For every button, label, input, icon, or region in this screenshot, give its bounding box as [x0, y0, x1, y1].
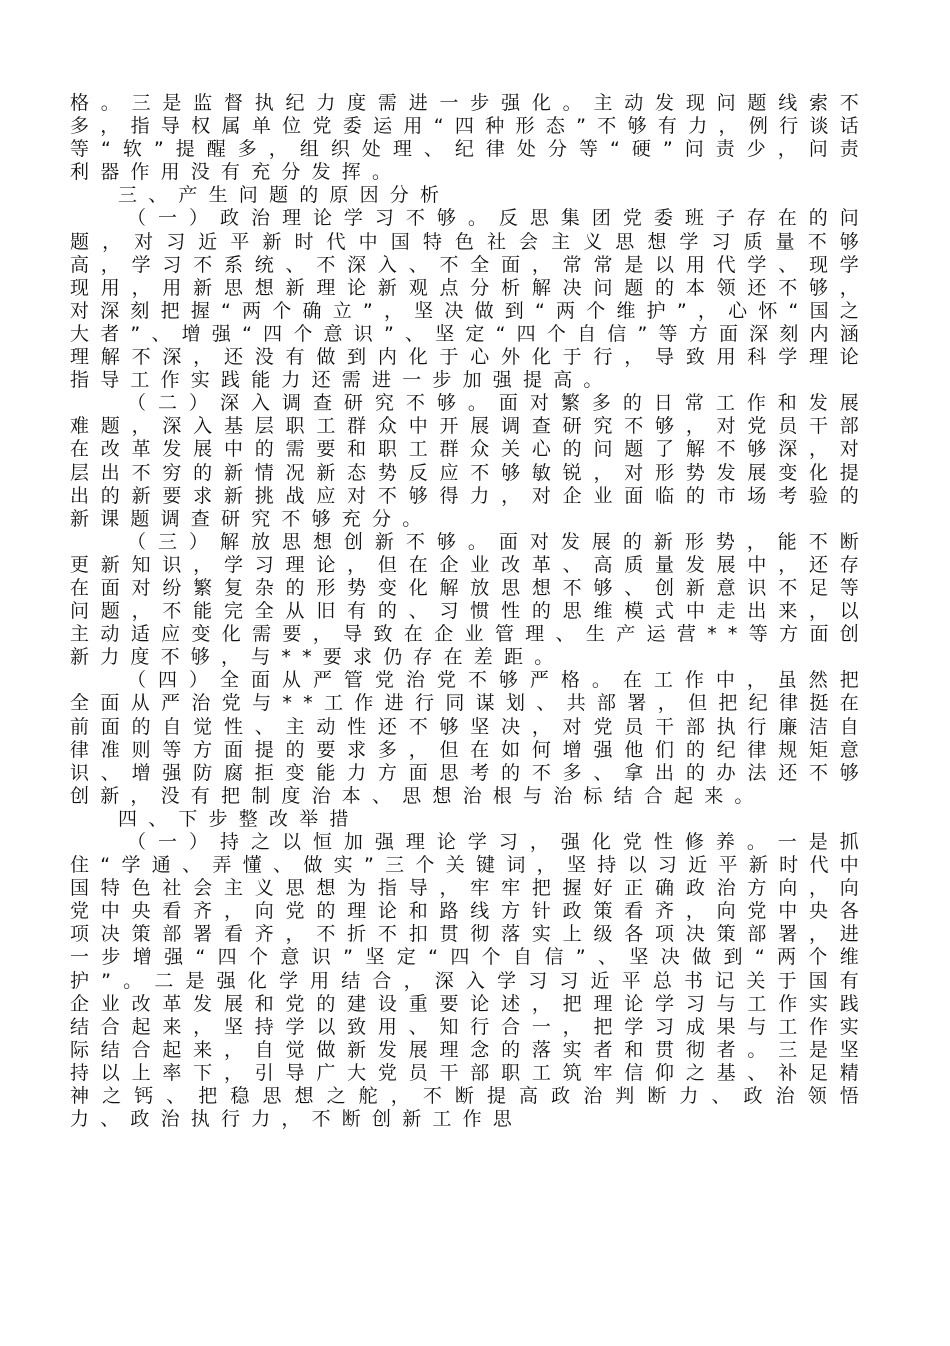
section-heading-causes: 三、产生问题的原因分析 [118, 184, 451, 207]
paragraph-cause-1: （一）政治理论学习不够。反思集团党委班子存在的问题，对习近平新时代中国特色社会主义思想学习质量不够高，学习不系统、不深入、不全面，常常是以用代学、现学现用，用新思想新理论新观点分析解决问题的本领还不够，对深刻把握“两个确立”，坚决做到“两个维护”，心怀“国之大者”、增强“四个意识”、坚定“四个自信”等方面深刻内涵理解不深，还没有做到内化于心外化于行，导致用科学理论指导工作实践能力还需进一步加强提高。 [70, 207, 870, 392]
paragraph-cause-2: （二）深入调查研究不够。面对繁多的日常工作和发展难题，深入基层职工群众中开展调查研究不够，对党员干部在改革发展中的需要和职工群众关心的问题了解不够深，对层出不穷的新情况新态势反应不够敏锐，对形势发展变化提出的新要求新挑战应对不够得力，对企业面临的市场考验的新课题调查研究不够充分。 [70, 392, 870, 530]
paragraph-continuation: 格。三是监督执纪力度需进一步强化。主动发现问题线索不多，指导权属单位党委运用“四种形态”不够有力，例行谈话等“软”提醒多，组织处理、纪律处分等“硬”问责少，问责利器作用没有充分发挥。 [70, 92, 870, 184]
paragraph-cause-3: （三）解放思想创新不够。面对发展的新形势，能不断更新知识，学习理论，但在企业改革、高质量发展中，还存在面对纷繁复杂的形势变化解放思想不够、创新意识不足等问题，不能完全从旧有的、习惯性的思维模式中走出来，以主动适应变化需要，导致在企业管理、生产运营**等方面创新力度不够，与**要求仍存在差距。 [70, 530, 870, 669]
paragraph-measure-1: （一）持之以恒加强理论学习，强化党性修养。一是抓住“学通、弄懂、做实”三个关键词，坚持以习近平新时代中国特色社会主义思想为指导，牢牢把握好正确政治方向，向党中央看齐，向党的理论和路线方针政策看齐，向党中央各项决策部署看齐，不折不扣贯彻落实上级各项决策部署，进一步增强“四个意识”坚定“四个自信”、坚决做到“两个维护”。二是强化学用结合，深入学习习近平总书记关于国有企业改革发展和党的建设重要论述，把理论学习与工作实践结合起来，坚持学以致用、知行合一，把学习成果与工作实际结合起来，自觉做新发展理念的落实者和贯彻者。三是坚持以上率下，引导广大党员干部职工筑牢信仰之基、补足精神之钙、把稳思想之舵，不断提高政治判断力、政治领悟力、政治执行力，不断创新工作思 [70, 831, 870, 1131]
section-heading-measures: 四、下步整改举措 [118, 807, 360, 830]
document-page [70, 92, 870, 1131]
paragraph-cause-4: （四）全面从严管党治党不够严格。在工作中，虽然把全面从严治党与**工作进行同谋划、共部署，但把纪律挺在前面的自觉性、主动性还不够坚决，对党员干部执行廉洁自律准则等方面提的要求多，但在如何增强他们的纪律规矩意识、增强防腐拒变能力方面思考的不多、拿出的办法还不够创新，没有把制度治本、思想治根与治标结合起来。 [70, 669, 870, 807]
